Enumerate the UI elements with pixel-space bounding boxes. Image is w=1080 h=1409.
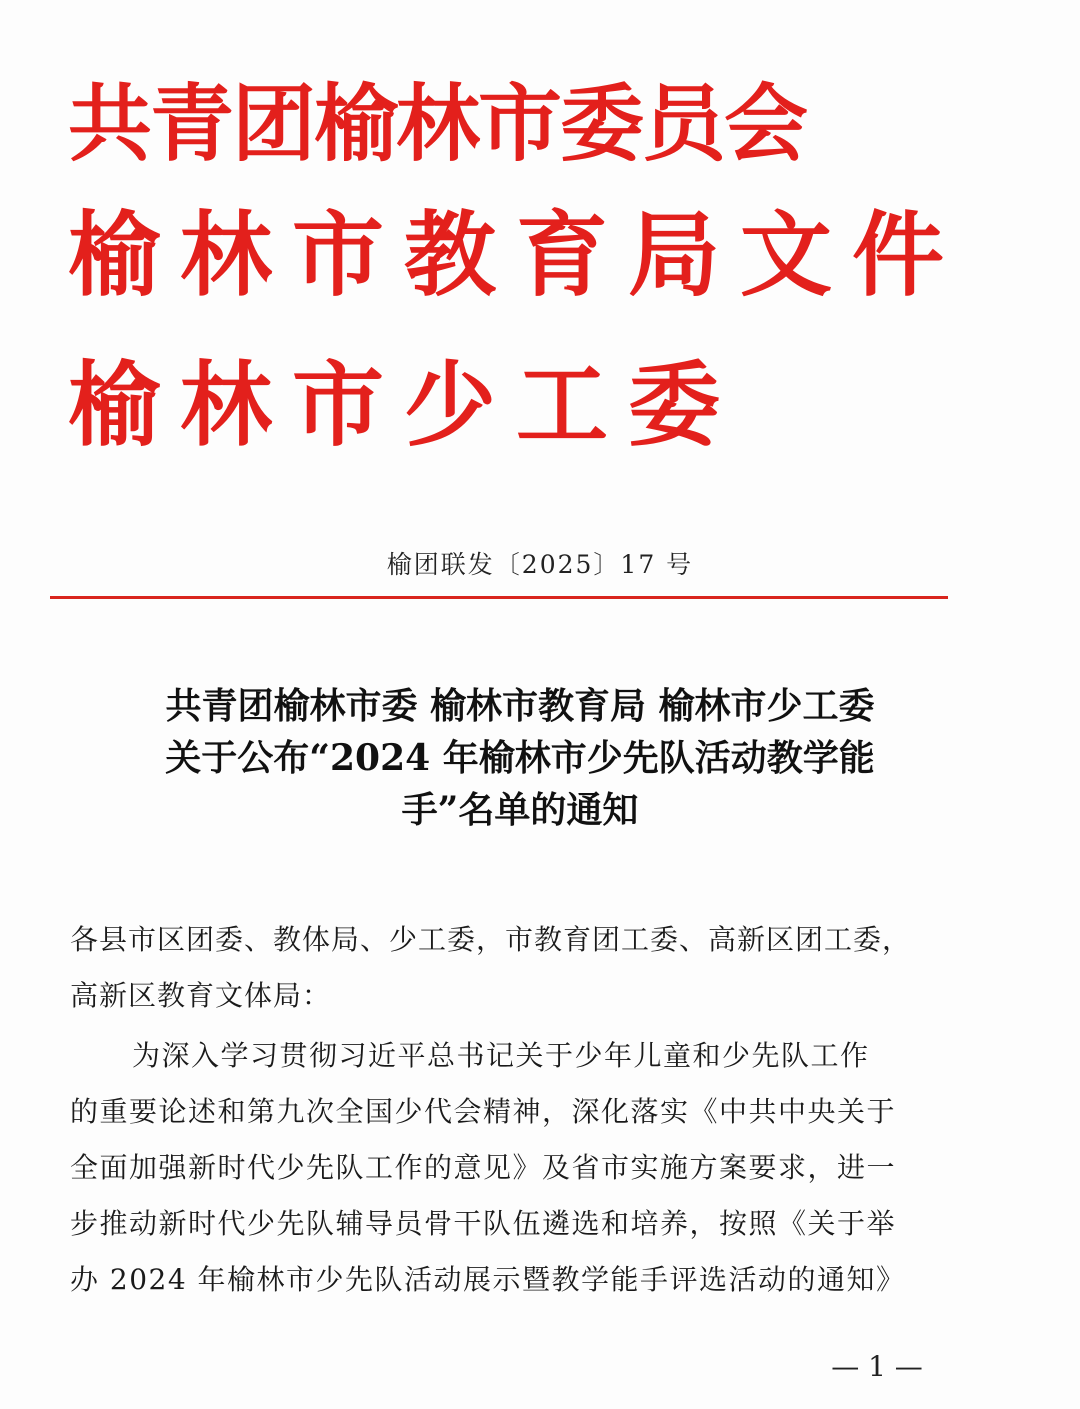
addressee-line-1: 各县市区团委、教体局、少工委，市教育团工委、高新区团工委，	[70, 923, 912, 956]
addressee	[70, 912, 1000, 1024]
title-line-1: 共青团榆林市委 榆林市教育局 榆林市少工委	[165, 685, 875, 727]
body-line: 全面加强新时代少先队工作的意见》及省市实施方案要求，进一	[70, 1151, 897, 1184]
title-line-3: 手”名单的通知	[401, 789, 639, 831]
document-title	[40, 680, 1000, 836]
body-line: 为深入学习贯彻习近平总书记关于少年儿童和少先队工作	[132, 1039, 870, 1072]
addressee-line-2: 高新区教育文体局：	[70, 979, 332, 1012]
masthead-line-education-bureau: 榆林市教育局文件	[68, 202, 965, 309]
body-line: 的重要论述和第九次全国少代会精神，深化落实《中共中央关于	[70, 1095, 897, 1128]
masthead-line-young-pioneers: 榆林市少工委	[68, 352, 741, 459]
masthead-line-youth-league: 共青团榆林市委员会	[68, 75, 807, 173]
body-line: 办 2024 年榆林市少先队活动展示暨教学能手评选活动的通知》	[70, 1263, 906, 1296]
body-paragraph	[70, 1028, 970, 1308]
document-number: 榆团联发〔2025〕17 号	[386, 550, 694, 579]
page-number: — 1 —	[831, 1350, 923, 1383]
red-divider	[50, 596, 948, 599]
title-line-2: 关于公布“2024 年榆林市少先队活动教学能	[165, 737, 875, 779]
body-line: 步推动新时代少先队辅导员骨干队伍遴选和培养，按照《关于举	[70, 1207, 897, 1240]
